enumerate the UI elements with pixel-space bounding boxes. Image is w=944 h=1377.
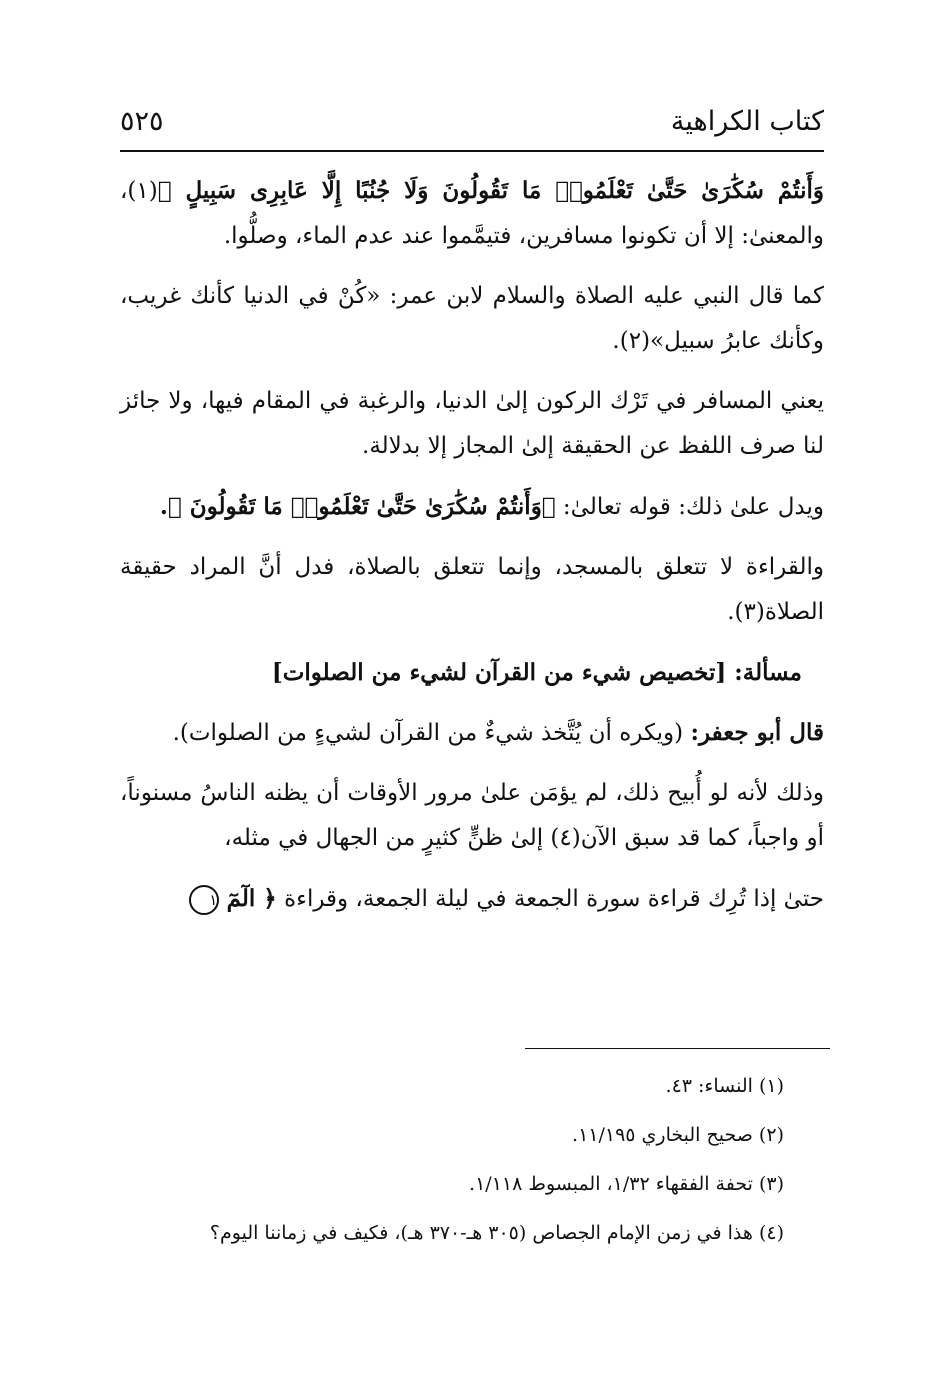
header-divider xyxy=(120,150,824,152)
footnote-divider xyxy=(525,1048,830,1049)
paragraph xyxy=(120,484,824,530)
main-text xyxy=(120,168,824,937)
paragraph-text: حتىٰ إذا تُرِك قراءة سورة الجمعة في ليلة الجمعة، وقراءة xyxy=(284,886,824,912)
quran-verse: ﴿وَأَنتُمْ سُكَٰرَىٰ حَتَّىٰ تَعْلَمُوا۟ مَا تَقُولُونَ ﴾. xyxy=(159,493,556,520)
quran-verse: ﴿ الٓمٓ xyxy=(226,885,277,912)
ayah-number-marker: ١ xyxy=(189,885,219,915)
paragraph xyxy=(120,168,824,259)
quran-verse: وَأَنتُمْ سُكَٰرَىٰ حَتَّىٰ تَعْلَمُوا۟ مَا تَقُولُونَ وَلَا جُنُبًا إِلَّا عَابِرِى سَبِيلٍ ﴾ xyxy=(157,177,824,204)
paragraph xyxy=(120,876,824,922)
paragraph-text: (١)، والمعنىٰ: إلا أن تكونوا مسافرين، فتيمَّموا عند عدم الماء، وصلُّوا. xyxy=(120,178,824,249)
paragraph-text: (ويكره أن يُتَّخذ شيءٌ من القرآن لشيءٍ من الصلوات). xyxy=(172,720,684,746)
paragraph: يعني المسافر في تَرْك الركون إلىٰ الدنيا، والرغبة في المقام فيها، ولا جائز لنا صرف اللفظ عن الحقيقة إلىٰ المجاز إلا بدلالة. xyxy=(120,388,824,459)
paragraph: والقراءة لا تتعلق بالمسجد، وإنما تتعلق بالصلاة، فدل أنَّ المراد حقيقة الصلاة(٣). xyxy=(120,554,824,625)
footnotes xyxy=(120,1062,784,1258)
paragraph: وذلك لأنه لو أُبيح ذلك، لم يؤمَن علىٰ مرور الأوقات أن يظنه الناسُ مسنوناً، أو واجباً، كما قد سبق الآن(٤) إلىٰ ظنٍّ كثيرٍ من الجهال في مثله، xyxy=(120,780,824,851)
page-header xyxy=(120,100,824,148)
footnote: (١) النساء: ٤٣. xyxy=(665,1075,784,1097)
running-title: كتاب الكراهية xyxy=(670,106,824,137)
paragraph: كما قال النبي عليه الصلاة والسلام لابن عمر: «كُنْ في الدنيا كأنك غريب، وكأنك عابرُ سبيل»(٢). xyxy=(120,283,824,354)
paragraph xyxy=(120,710,824,756)
footnote: (٤) هذا في زمن الإمام الجصاص (٣٠٥ هـ-٣٧٠ هـ)، فكيف في زماننا اليوم؟ xyxy=(209,1222,784,1244)
footnote: (٣) تحفة الفقهاء ١/٣٢، المبسوط ١/١١٨. xyxy=(469,1173,784,1195)
footnote: (٢) صحيح البخاري ١١/١٩٥. xyxy=(572,1124,784,1146)
page-number: ٥٢٥ xyxy=(120,106,164,137)
author-lead: قال أبو جعفر: xyxy=(690,719,824,746)
section-heading: مسألة: [تخصيص شيء من القرآن لشيء من الصلوات] xyxy=(271,659,802,686)
paragraph-text: ويدل علىٰ ذلك: قوله تعالىٰ: xyxy=(562,494,824,520)
